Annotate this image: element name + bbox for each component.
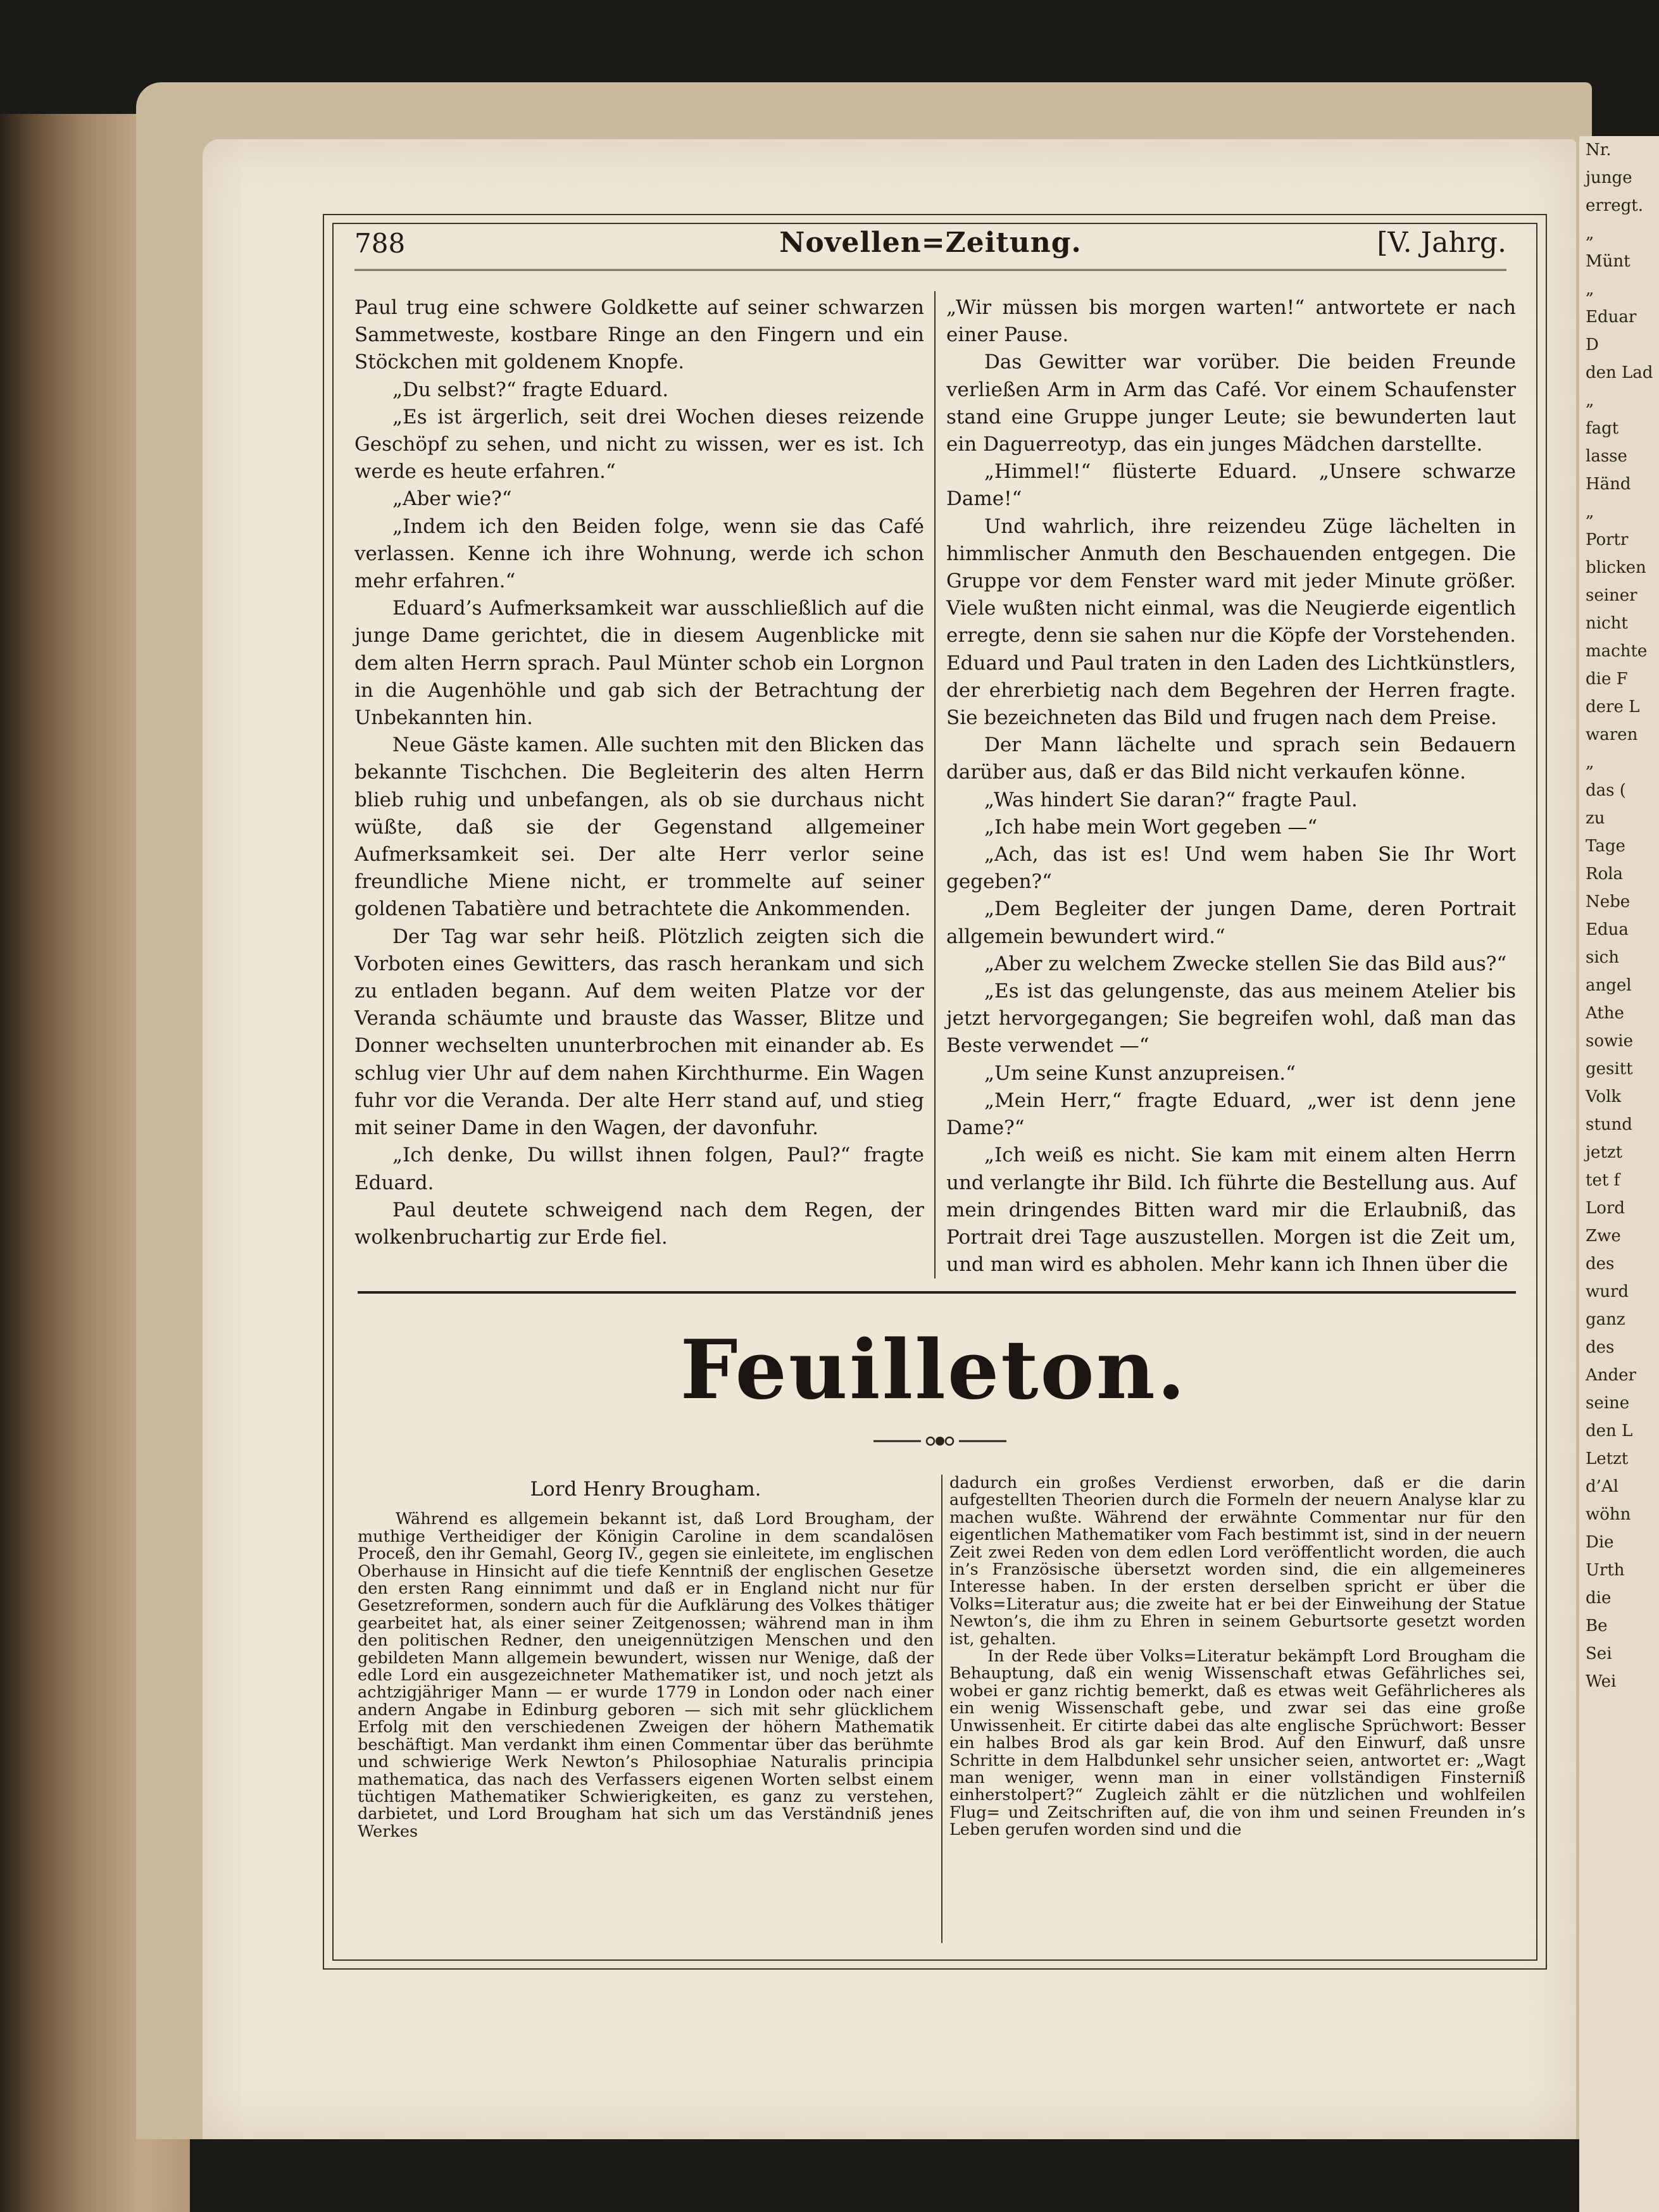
right-page-fragment: Sei bbox=[1586, 1644, 1612, 1663]
right-page-fragment: Ander bbox=[1586, 1366, 1636, 1385]
right-page-fragment: D bbox=[1586, 335, 1599, 354]
page-number: 788 bbox=[354, 228, 406, 259]
right-page-fragment: seine bbox=[1586, 1394, 1630, 1413]
article-paragraph: dadurch ein großes Verdienst erworben, daß er die darin aufgestellten Theorien durch die Formeln der neuern Analyse klar zu machen wußte. Während der erwähnte Commentar nur für den eigentlichen Mathematiker vom Fach bestimmt ist, sind in der neuern Zeit zwei Reden von dem edlen Lord veröffentlicht worden, die auch in’s Französische übersetzt worden sind, die ein allgemeineres Interesse haben. In der ersten derselben spricht er über die Volks=Literatur aus; die zweite hat er bei der Einweihung der Statue Newton’s, die ihm zu Ehren in seinem Geburtsorte gesetzt worden ist, gehalten. bbox=[949, 1473, 1525, 1649]
right-page-fragment: Portr bbox=[1586, 530, 1629, 549]
right-page-fragment: den L bbox=[1586, 1422, 1633, 1440]
story-paragraph: „Aber wie?“ bbox=[392, 487, 512, 511]
story-paragraph: „Ich weiß es nicht. Sie kam mit einem alten Herrn und verlangte ihr Bild. Ich führte die Bestellung aus. Auf mein dringendes Bitten ward mir die Erlaubniß, das Portrait drei Tage auszustellen. Morgen ist die Zeit um, und man wird es abholen. Mehr kann ich Ihnen über die bbox=[946, 1144, 1516, 1277]
right-page-fragment: Rola bbox=[1586, 865, 1624, 884]
masthead-title: Novellen=Zeitung. bbox=[779, 227, 1082, 259]
article-column-divider bbox=[941, 1475, 942, 1943]
right-page-fragment: wurd bbox=[1586, 1282, 1629, 1301]
right-page-fragment: Eduar bbox=[1586, 308, 1637, 327]
story-paragraph: Paul trug eine schwere Goldkette auf seiner schwarzen Sammetweste, kostbare Ringe an den Fingern und ein Stöckchen mit goldenem Knopfe. bbox=[354, 296, 924, 374]
volume-year: [V. Jahrg. bbox=[1377, 227, 1506, 259]
section-rule bbox=[358, 1291, 1516, 1294]
right-page-fragment: wöhn bbox=[1586, 1505, 1631, 1524]
ornament-icon bbox=[873, 1432, 1006, 1451]
right-page-fragment: Athe bbox=[1586, 1004, 1624, 1023]
right-page-edge bbox=[1579, 136, 1659, 2212]
story-paragraph: Eduard’s Aufmerksamkeit war ausschließlich auf die junge Dame gerichtet, die in diesem Augenblicke mit dem alten Herrn sprach. Paul Münter schob ein Lorgnon in die Augenhöhle und gab sich der Betrachtung der Unbekannten hin. bbox=[354, 597, 924, 730]
story-paragraph: „Dem Begleiter der jungen Dame, deren Portrait allgemein bewundert wird.“ bbox=[946, 897, 1516, 948]
story-paragraph: „Mein Herr,“ fragte Eduard, „wer ist denn jene Dame?“ bbox=[946, 1089, 1516, 1140]
story-paragraph: Der Mann lächelte und sprach sein Bedauern darüber aus, daß er das Bild nicht verkaufen könne. bbox=[946, 734, 1516, 784]
right-page-fragment: angel bbox=[1586, 976, 1632, 995]
right-page-fragment: jetzt bbox=[1586, 1143, 1623, 1162]
story-paragraph: Das Gewitter war vorüber. Die beiden Freunde verließen Arm in Arm das Café. Vor einem Schaufenster stand eine Gruppe junger Leute; sie bewunderten laut ein Daguerreotyp, das ein junges Mädchen darstellte. bbox=[946, 351, 1516, 456]
right-page-fragment: junge bbox=[1586, 168, 1632, 187]
story-paragraph: „Ach, das ist es! Und wem haben Sie Ihr Wort gegeben?“ bbox=[946, 843, 1516, 894]
right-page-fragment: fagt bbox=[1586, 419, 1619, 438]
column-divider bbox=[934, 291, 936, 1278]
right-page-fragment: Urth bbox=[1586, 1561, 1625, 1580]
right-page-fragment: Wei bbox=[1586, 1672, 1617, 1691]
article-column-right bbox=[949, 1475, 1525, 1839]
feuilleton-heading: Feuilleton. bbox=[680, 1323, 1187, 1418]
right-page-fragment: Händ bbox=[1586, 475, 1631, 494]
article-column-left bbox=[358, 1478, 934, 1841]
right-page-fragment: Tage bbox=[1586, 837, 1625, 856]
right-page-fragment: „ bbox=[1586, 391, 1594, 410]
story-paragraph: „Himmel!“ flüsterte Eduard. „Unsere schwarze Dame!“ bbox=[946, 460, 1516, 511]
right-page-fragment: den Lad bbox=[1586, 363, 1653, 382]
right-page-fragment: „ bbox=[1586, 753, 1594, 772]
story-paragraph: „Ich habe mein Wort gegeben —“ bbox=[984, 815, 1318, 839]
story-paragraph: „Was hindert Sie daran?“ fragte Paul. bbox=[984, 788, 1358, 811]
right-page-fragment: waren bbox=[1586, 725, 1638, 744]
story-paragraph: „Ich denke, Du willst ihnen folgen, Paul?“ fragte Eduard. bbox=[354, 1144, 924, 1194]
right-page-fragment: machte bbox=[1586, 642, 1648, 661]
story-column-left bbox=[354, 294, 924, 1251]
right-page-fragment: „ bbox=[1586, 503, 1594, 522]
header-rule bbox=[354, 269, 1506, 271]
article-title: Lord Henry Brougham. bbox=[530, 1478, 761, 1501]
article-paragraph: In der Rede über Volks=Literatur bekämpft Lord Brougham die Behauptung, daß ein wenig Wissenschaft etwas Gefährliches sei, wobei er ganz richtig bemerkt, daß es etwas weit Gefährlicheres als ein wenig Wissenschaft gebe, und zwar sei das eine große Unwissenheit. Er citirte dabei das alte englische Sprüchwort: Besser ein halbes Brod als gar kein Brod. Auf den Einwurf, daß unsre Schritte in dem Halbdunkel sehr unsicher seien, antwortet er: „Wagt man weniger, wenn man in einer vollständigen Finsterniß einherstolpert?“ Zugleich zählt er die nützlichen und wohlfeilen Flug= und Zeitschriften auf, die von ihm und seinen Freunden in’s Leben gerufen worden sind und die bbox=[949, 1647, 1525, 1840]
right-page-fragment: tet f bbox=[1586, 1171, 1620, 1190]
right-page-fragment: Zwe bbox=[1586, 1227, 1621, 1246]
right-page-fragment: Be bbox=[1586, 1616, 1608, 1635]
right-page-fragment: Lord bbox=[1586, 1199, 1625, 1218]
story-paragraph: „Es ist das gelungenste, das aus meinem Atelier bis jetzt hervorgegangen; Sie begreifen wohl, daß man das Beste verwendet —“ bbox=[946, 980, 1516, 1058]
page-header bbox=[354, 222, 1506, 266]
right-page-fragment: die F bbox=[1586, 670, 1628, 689]
right-page-fragment: Volk bbox=[1586, 1087, 1622, 1106]
story-paragraph: „Aber zu welchem Zwecke stellen Sie das Bild aus?“ bbox=[984, 952, 1507, 975]
right-page-fragment: Letzt bbox=[1586, 1449, 1629, 1468]
right-page-fragment: gesitt bbox=[1586, 1059, 1633, 1078]
story-paragraph: „Wir müssen bis morgen warten!“ antwortete er nach einer Pause. bbox=[946, 296, 1516, 347]
right-page-fragment: das ( bbox=[1586, 781, 1626, 800]
right-page-fragment: Nebe bbox=[1586, 892, 1631, 911]
story-paragraph: „Du selbst?“ fragte Eduard. bbox=[392, 378, 669, 401]
right-page-fragment: erregt. bbox=[1586, 196, 1643, 215]
right-page-fragment: des bbox=[1586, 1338, 1615, 1357]
right-page-fragment: „ bbox=[1586, 280, 1594, 299]
right-page-fragment: die bbox=[1586, 1589, 1612, 1608]
right-page-fragment: sowie bbox=[1586, 1032, 1633, 1051]
article-paragraph: Während es allgemein bekannt ist, daß Lord Brougham, der muthige Vertheidiger der Königin Caroline in dem scandalösen Proceß, den ihr Gemahl, Georg IV., gegen sie einleitete, im englischen Oberhause in Hinsicht auf die tiefe Kenntniß der englischen Gesetze den ersten Rang einnimmt und daß er in England nicht nur für Gesetzreformen, sondern auch für die Aufklärung des Volkes thätiger gearbeitet hat, als einer seiner Zeitgenossen; während man in ihm den politischen Redner, den uneigennützigen Menschen und den gebildeten Mann allgemein bewundert, wissen nur Wenige, daß der edle Lord ein ausgezeichneter Mathematiker ist, und noch jetzt als achtzigjähriger Mann — er wurde 1779 in London oder nach einer andern Angabe in Edinburg geboren — sich mit sehr glücklichem Erfolg mit den verschiedenen Zweigen der höhern Mathematik beschäftigt. Man verdankt ihm einen Commentar über das berühmte und schwierige Werk Newton’s Philosophiae Naturalis principia mathematica, das nach des Verfassers eigenen Worten selbst einem tüchtigen Mathematiker Schwierigkeiten, es ganz zu verstehen, darbietet, und Lord Brougham hat sich um das Verständniß jenes Werkes bbox=[358, 1509, 934, 1841]
right-page-fragment: des bbox=[1586, 1254, 1615, 1273]
right-page-fragment: Münt bbox=[1586, 252, 1631, 271]
right-page-fragment: Die bbox=[1586, 1533, 1614, 1552]
right-page-fragment: seiner bbox=[1586, 586, 1637, 605]
right-page-fragment: zu bbox=[1586, 809, 1605, 828]
right-page-fragment: nicht bbox=[1586, 614, 1628, 633]
story-paragraph: Neue Gäste kamen. Alle suchten mit den Blicken das bekannte Tischchen. Die Begleiterin des alten Herrn blieb ruhig und unbefangen, als ob sie durchaus nicht wüßte, daß sie der Gegenstand allgemeiner Aufmerksamkeit sei. Der alte Herr verlor seine freundliche Miene nicht, er trommelte auf seiner goldenen Tabatière und betrachtete die Ankommenden. bbox=[354, 734, 924, 921]
story-paragraph: „Es ist ärgerlich, seit drei Wochen dieses reizende Geschöpf zu sehen, und nicht zu wissen, wer es ist. Ich werde es heute erfahren.“ bbox=[354, 405, 924, 484]
story-paragraph: Der Tag war sehr heiß. Plötzlich zeigten sich die Vorboten eines Gewitters, das rasch herankam und sich zu entladen begann. Auf dem weiten Platze vor der Veranda schäumte und brauste das Wasser, Blitze und Donner wechselten ununterbrochen mit einander ab. Es schlug vier Uhr auf dem nahen Kirchthurme. Ein Wagen fuhr vor die Veranda. Der alte Herr stand auf, und stieg mit seiner Dame in den Wagen, der davonfuhr. bbox=[354, 925, 924, 1140]
right-page-fragment: lasse bbox=[1586, 447, 1627, 466]
right-page-fragment: sich bbox=[1586, 948, 1619, 967]
right-page-fragment: Edua bbox=[1586, 920, 1629, 939]
right-page-fragment: „ bbox=[1586, 224, 1594, 243]
story-paragraph: „Um seine Kunst anzupreisen.“ bbox=[984, 1061, 1296, 1085]
right-page-fragment: ganz bbox=[1586, 1310, 1625, 1329]
right-page-fragment: blicken bbox=[1586, 558, 1646, 577]
right-page-fragment: stund bbox=[1586, 1115, 1632, 1134]
story-paragraph: „Indem ich den Beiden folge, wenn sie das Café verlassen. Kenne ich ihre Wohnung, werde ich schon mehr erfahren.“ bbox=[354, 515, 924, 593]
story-column-right bbox=[946, 294, 1516, 1278]
story-paragraph: Und wahrlich, ihre reizendeu Züge lächelten in himmlischer Anmuth den Beschauenden entgegen. Die Gruppe vor dem Fenster ward mit jeder Minute größer. Viele wußten nicht einmal, was die Neugierde eigentlich erregte, denn sie sahen nur die Köpfe der Vorstehenden. Eduard und Paul traten in den Laden des Lichtkünstlers, der ehrerbietig nach dem Begehren der Herren fragte. Sie bezeichneten das Bild und frugen nach dem Preise. bbox=[946, 515, 1516, 730]
right-page-fragment: Nr. bbox=[1586, 141, 1612, 159]
right-page-fragment: dere L bbox=[1586, 697, 1640, 716]
right-page-fragment: d’Al bbox=[1586, 1477, 1618, 1496]
story-paragraph: Paul deutete schweigend nach dem Regen, der wolkenbruchartig zur Erde fiel. bbox=[354, 1198, 924, 1249]
